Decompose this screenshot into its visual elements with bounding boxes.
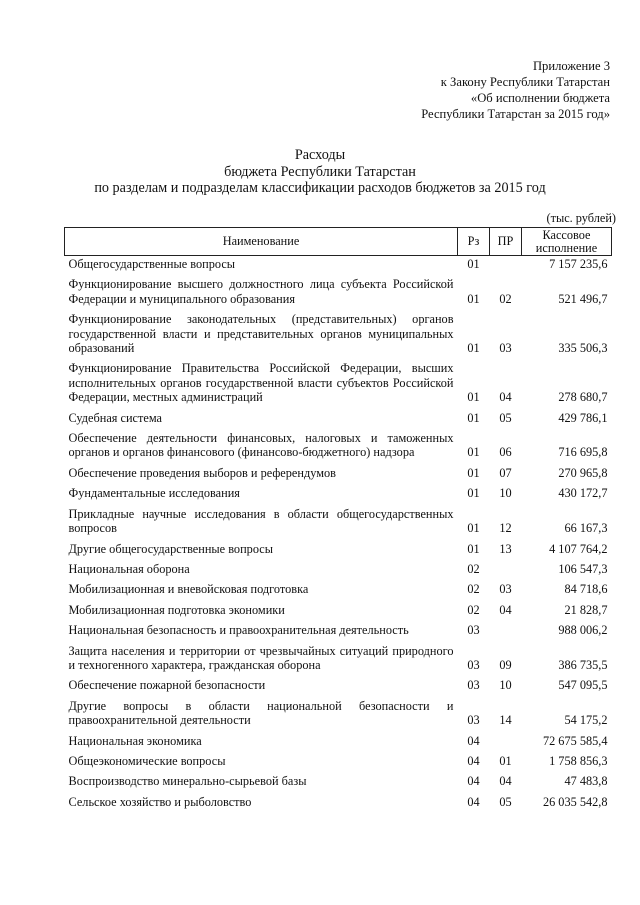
row-pr: 10 [499,678,512,693]
appendix-note [421,58,610,122]
header-name: Наименование [65,228,458,256]
row-rz: 01 [467,445,480,460]
appendix-line: «Об исполнении бюджета [470,91,610,105]
row-amount: 716 695,8 [558,445,608,460]
table-row [65,256,612,272]
table-row [65,768,612,788]
table-row [65,536,612,556]
row-rz: 04 [467,733,480,748]
table-row [65,306,612,355]
row-amount: 7 157 235,6 [549,257,608,271]
row-rz: 01 [467,257,480,271]
row-name: Прикладные научные исследования в области общегосударственных вопросов [68,506,454,536]
table-row [65,271,612,306]
row-amount: 106 547,3 [558,561,608,576]
table-row [65,556,612,576]
row-pr: 13 [499,541,512,556]
table-row [65,425,612,460]
header-rz: Рз [458,228,490,256]
row-name: Обеспечение деятельности финансовых, налоговых и таможенных органов и органов финансового (финансово-бюджетного) надзора [68,431,454,460]
table-row [65,748,612,768]
row-name: Сельское хозяйство и рыболовство [68,794,252,809]
row-rz: 01 [467,341,480,356]
row-pr [490,256,522,272]
row-name: Обеспечение проведения выборов и референдумов [68,465,336,480]
row-name: Судебная система [68,410,162,425]
row-rz: 04 [467,794,480,809]
row-name: Воспроизводство минерально-сырьевой базы [68,774,307,789]
row-rz: 01 [467,410,480,425]
row-pr: 04 [499,602,512,617]
row-name: Другие общегосударственные вопросы [68,541,273,556]
row-amount: 429 786,1 [558,410,608,425]
row-pr: 05 [499,410,512,425]
header-amount: Кассовое исполнение [522,228,612,256]
row-amount: 84 718,6 [564,582,608,597]
table-row [65,576,612,596]
row-rz: 01 [467,521,480,536]
appendix-line: Республики Татарстан за 2015 год» [421,107,610,121]
row-rz: 03 [467,678,480,693]
row-rz: 04 [467,753,480,768]
row-amount: 66 167,3 [564,521,608,536]
row-pr: 10 [499,486,512,501]
row-pr: 03 [499,341,512,356]
row-rz: 01 [467,541,480,556]
row-rz: 02 [467,602,480,617]
row-pr: 14 [499,713,512,728]
table-row [65,789,612,809]
expenditure-table [64,227,612,809]
row-name: Общеэкономические вопросы [68,753,226,768]
row-name: Национальная оборона [68,561,190,576]
row-amount: 335 506,3 [558,341,608,356]
row-name: Фундаментальные исследования [68,486,240,501]
row-pr [490,728,522,748]
row-name: Функционирование высшего должностного лица субъекта Российской Федерации и муниципального образования [68,277,454,306]
row-amount: 72 675 585,4 [542,733,608,748]
row-rz: 04 [467,774,480,789]
row-amount: 278 680,7 [558,390,608,405]
appendix-line: Приложение 3 [532,59,610,73]
title-line: Расходы [294,147,346,163]
row-amount: 21 828,7 [564,602,608,617]
row-rz: 01 [467,465,480,480]
table-row [65,405,612,425]
row-pr [490,556,522,576]
row-pr: 12 [499,521,512,536]
title-line: по разделам и подразделам классификации расходов бюджетов за 2015 год [94,180,546,196]
row-name: Мобилизационная подготовка экономики [68,602,285,617]
row-amount: 4 107 764,2 [549,541,608,556]
row-rz: 03 [467,657,480,672]
row-pr: 05 [499,794,512,809]
row-name: Национальная экономика [68,733,202,748]
row-pr: 09 [499,657,512,672]
row-pr: 02 [499,291,512,306]
row-pr: 06 [499,445,512,460]
row-name: Национальная безопасность и правоохранительная деятельность [68,623,409,638]
row-pr: 07 [499,465,512,480]
row-name: Функционирование законодательных (представительных) органов государственной власти и представительных органов муниципальных образований [68,312,454,356]
row-pr: 03 [499,582,512,597]
row-rz: 01 [467,486,480,501]
row-name: Другие вопросы в области национальной безопасности и правоохранительной деятельности [68,698,454,728]
row-rz: 01 [467,291,480,306]
table-row [65,672,612,692]
table-row [65,597,612,617]
table-row [65,480,612,500]
row-pr: 04 [499,774,512,789]
title-line: бюджета Республики Татарстан [224,163,416,180]
units-label: (тыс. рублей) [546,211,616,225]
table-row [65,355,612,404]
document-title [60,147,580,197]
row-rz: 02 [467,561,480,576]
row-amount: 54 175,2 [564,713,608,728]
row-amount: 386 735,5 [558,657,608,672]
row-pr: 01 [499,753,512,768]
row-amount: 547 095,5 [558,678,608,693]
row-rz: 02 [467,582,480,597]
row-name: Общегосударственные вопросы [68,257,236,271]
table-row [65,638,612,673]
row-rz: 03 [467,623,480,638]
row-name: Функционирование Правительства Российской Федерации, высших исполнительных органов государственной власти субъектов Российской Федерации, местных администраций [68,361,454,405]
row-amount: 26 035 542,8 [542,794,608,809]
row-amount: 521 496,7 [558,291,608,306]
row-rz: 03 [467,713,480,728]
table-row [65,501,612,536]
header-pr: ПР [490,228,522,256]
row-amount: 270 965,8 [558,465,608,480]
row-rz: 01 [467,390,480,405]
appendix-line: к Закону Республики Татарстан [440,75,610,89]
row-amount: 430 172,7 [558,486,608,501]
row-name: Обеспечение пожарной безопасности [68,678,266,693]
table-row [65,460,612,480]
row-pr: 04 [499,390,512,405]
table-row [65,693,612,728]
row-pr [490,617,522,637]
row-amount: 988 006,2 [558,623,608,638]
row-amount: 47 483,8 [564,774,608,789]
row-name: Защита населения и территории от чрезвычайных ситуаций природного и техногенного характера, гражданская оборона [68,643,454,672]
row-name: Мобилизационная и вневойсковая подготовка [68,582,309,597]
table-row [65,728,612,748]
row-amount: 1 758 856,3 [549,753,608,768]
table-header-row [65,228,612,256]
table-row [65,617,612,637]
